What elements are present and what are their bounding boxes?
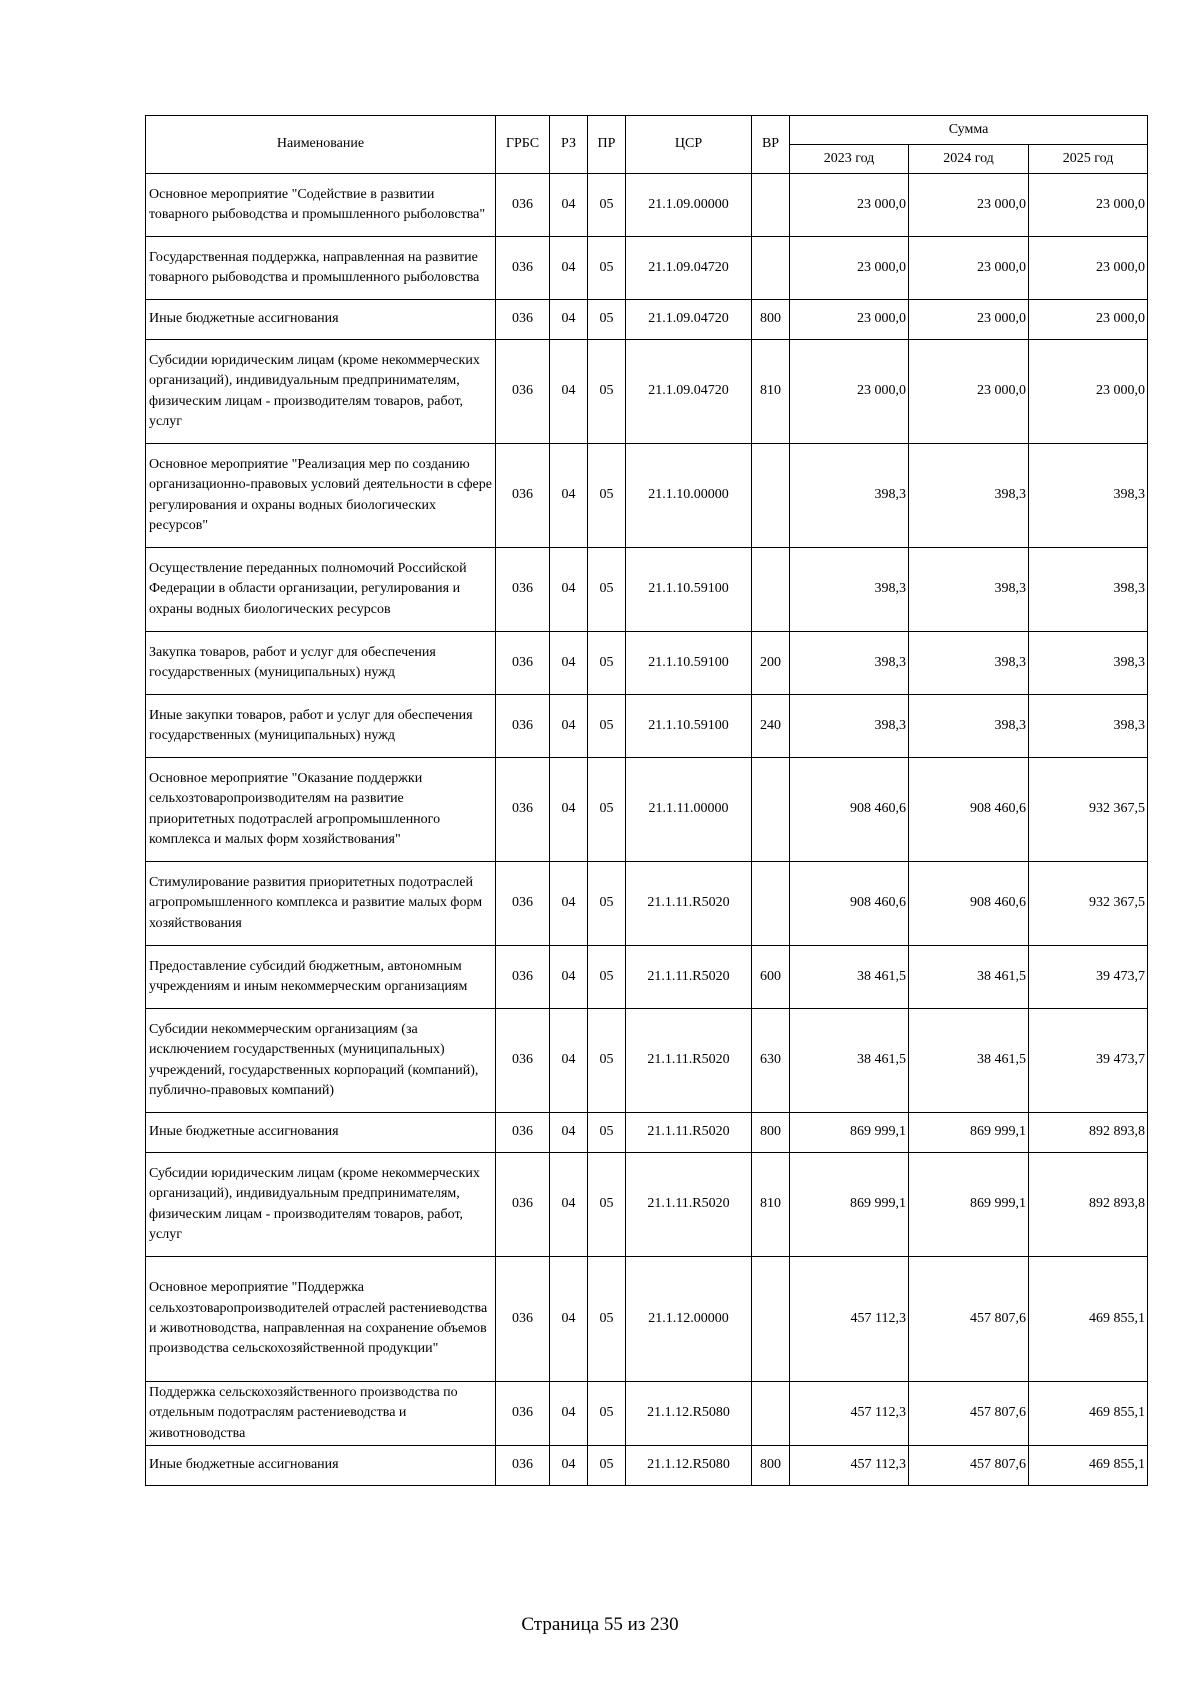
- row-grbs: 036: [496, 1445, 550, 1485]
- row-sum-2024: 23 000,0: [909, 340, 1029, 444]
- row-name: Субсидии юридическим лицам (кроме некоммерческих организаций), индивидуальным предпринимателям, физическим лицам - производителям товаров, работ, услуг: [146, 340, 496, 444]
- row-csr: 21.1.09.04720: [626, 237, 752, 300]
- row-grbs: 036: [496, 862, 550, 946]
- table-row: [146, 1445, 1148, 1485]
- row-rz: 04: [550, 632, 588, 695]
- row-pr: 05: [588, 1257, 626, 1382]
- row-sum-2025: 23 000,0: [1029, 340, 1148, 444]
- row-sum-2025: 39 473,7: [1029, 946, 1148, 1009]
- row-rz: 04: [550, 174, 588, 237]
- row-sum-2023: 869 999,1: [790, 1113, 909, 1153]
- row-grbs: 036: [496, 1257, 550, 1382]
- row-pr: 05: [588, 632, 626, 695]
- table-header: [146, 116, 1148, 174]
- header-year-2025: 2025 год: [1029, 145, 1148, 174]
- row-pr: 05: [588, 695, 626, 758]
- row-vr: 200: [752, 632, 790, 695]
- row-grbs: 036: [496, 695, 550, 758]
- row-name: Иные бюджетные ассигнования: [146, 1445, 496, 1485]
- row-name: Государственная поддержка, направленная на развитие товарного рыбоводства и промышленного рыболовства: [146, 237, 496, 300]
- row-sum-2024: 23 000,0: [909, 237, 1029, 300]
- row-pr: 05: [588, 1113, 626, 1153]
- row-sum-2025: 398,3: [1029, 444, 1148, 548]
- row-sum-2024: 457 807,6: [909, 1445, 1029, 1485]
- row-sum-2023: 23 000,0: [790, 237, 909, 300]
- row-csr: 21.1.11.R5020: [626, 1153, 752, 1257]
- row-sum-2025: 23 000,0: [1029, 174, 1148, 237]
- row-sum-2023: 38 461,5: [790, 1009, 909, 1113]
- row-vr: 800: [752, 1113, 790, 1153]
- row-rz: 04: [550, 1153, 588, 1257]
- table-row: [146, 1153, 1148, 1257]
- row-pr: 05: [588, 758, 626, 862]
- row-csr: 21.1.12.00000: [626, 1257, 752, 1382]
- row-sum-2024: 23 000,0: [909, 300, 1029, 340]
- row-rz: 04: [550, 300, 588, 340]
- row-sum-2025: 469 855,1: [1029, 1445, 1148, 1485]
- table-row: [146, 632, 1148, 695]
- row-grbs: 036: [496, 1382, 550, 1446]
- row-pr: 05: [588, 174, 626, 237]
- row-sum-2023: 23 000,0: [790, 174, 909, 237]
- header-rz: РЗ: [550, 116, 588, 174]
- row-pr: 05: [588, 444, 626, 548]
- row-sum-2024: 38 461,5: [909, 1009, 1029, 1113]
- row-vr: [752, 862, 790, 946]
- row-sum-2023: 398,3: [790, 632, 909, 695]
- table-row: [146, 444, 1148, 548]
- row-rz: 04: [550, 444, 588, 548]
- row-csr: 21.1.11.R5020: [626, 1113, 752, 1153]
- row-rz: 04: [550, 548, 588, 632]
- row-csr: 21.1.12.R5080: [626, 1382, 752, 1446]
- row-sum-2024: 869 999,1: [909, 1113, 1029, 1153]
- row-sum-2025: 23 000,0: [1029, 300, 1148, 340]
- row-grbs: 036: [496, 1153, 550, 1257]
- row-rz: 04: [550, 946, 588, 1009]
- row-name: Предоставление субсидий бюджетным, автономным учреждениям и иным некоммерческим организациям: [146, 946, 496, 1009]
- row-sum-2024: 457 807,6: [909, 1382, 1029, 1446]
- row-vr: [752, 444, 790, 548]
- row-name: Иные бюджетные ассигнования: [146, 1113, 496, 1153]
- header-pr: ПР: [588, 116, 626, 174]
- row-name: Субсидии некоммерческим организациям (за исключением государственных (муниципальных) учреждений, государственных корпораций (компаний), публично-правовых компаний): [146, 1009, 496, 1113]
- table-row: [146, 758, 1148, 862]
- row-rz: 04: [550, 758, 588, 862]
- row-vr: [752, 174, 790, 237]
- row-sum-2024: 398,3: [909, 632, 1029, 695]
- header-csr: ЦСР: [626, 116, 752, 174]
- row-rz: 04: [550, 695, 588, 758]
- table-row: [146, 695, 1148, 758]
- row-name: Основное мероприятие "Оказание поддержки сельхозтоваропроизводителям на развитие приоритетных подотраслей агропромышленного комплекса и малых форм хозяйствования": [146, 758, 496, 862]
- row-vr: [752, 548, 790, 632]
- row-sum-2025: 39 473,7: [1029, 1009, 1148, 1113]
- row-vr: 800: [752, 300, 790, 340]
- row-rz: 04: [550, 1113, 588, 1153]
- table-row: [146, 174, 1148, 237]
- table-body: [146, 174, 1148, 1486]
- row-csr: 21.1.09.04720: [626, 340, 752, 444]
- row-sum-2024: 869 999,1: [909, 1153, 1029, 1257]
- row-vr: [752, 1382, 790, 1446]
- row-sum-2023: 457 112,3: [790, 1445, 909, 1485]
- row-rz: 04: [550, 1445, 588, 1485]
- row-sum-2023: 398,3: [790, 695, 909, 758]
- row-sum-2023: 457 112,3: [790, 1382, 909, 1446]
- table-row: [146, 300, 1148, 340]
- row-csr: 21.1.11.R5020: [626, 862, 752, 946]
- header-name: Наименование: [146, 116, 496, 174]
- row-grbs: 036: [496, 444, 550, 548]
- row-pr: 05: [588, 548, 626, 632]
- row-name: Основное мероприятие "Содействие в развитии товарного рыбоводства и промышленного рыболовства": [146, 174, 496, 237]
- row-csr: 21.1.09.00000: [626, 174, 752, 237]
- row-grbs: 036: [496, 1009, 550, 1113]
- row-name: Стимулирование развития приоритетных подотраслей агропромышленного комплекса и развитие малых форм хозяйствования: [146, 862, 496, 946]
- row-vr: [752, 758, 790, 862]
- row-sum-2023: 457 112,3: [790, 1257, 909, 1382]
- row-pr: 05: [588, 300, 626, 340]
- row-sum-2025: 398,3: [1029, 632, 1148, 695]
- row-sum-2023: 38 461,5: [790, 946, 909, 1009]
- row-sum-2023: 908 460,6: [790, 758, 909, 862]
- row-grbs: 036: [496, 1113, 550, 1153]
- row-vr: 810: [752, 340, 790, 444]
- row-vr: [752, 237, 790, 300]
- row-sum-2024: 908 460,6: [909, 862, 1029, 946]
- row-rz: 04: [550, 862, 588, 946]
- row-csr: 21.1.11.00000: [626, 758, 752, 862]
- table-row: [146, 340, 1148, 444]
- row-sum-2024: 457 807,6: [909, 1257, 1029, 1382]
- row-name: Иные бюджетные ассигнования: [146, 300, 496, 340]
- row-sum-2023: 908 460,6: [790, 862, 909, 946]
- row-vr: 800: [752, 1445, 790, 1485]
- header-grbs: ГРБС: [496, 116, 550, 174]
- row-name: Основное мероприятие "Поддержка сельхозтоваропроизводителей отраслей растениеводства и животноводства, направленная на сохранение объемов производства сельскохозяйственной продукции": [146, 1257, 496, 1382]
- row-name: Закупка товаров, работ и услуг для обеспечения государственных (муниципальных) нужд: [146, 632, 496, 695]
- row-grbs: 036: [496, 237, 550, 300]
- table-row: [146, 1382, 1148, 1446]
- row-sum-2024: 908 460,6: [909, 758, 1029, 862]
- row-csr: 21.1.10.59100: [626, 695, 752, 758]
- table-row: [146, 1113, 1148, 1153]
- row-name: Субсидии юридическим лицам (кроме некоммерческих организаций), индивидуальным предпринимателям, физическим лицам - производителям товаров, работ, услуг: [146, 1153, 496, 1257]
- row-sum-2024: 398,3: [909, 548, 1029, 632]
- row-name: Осуществление переданных полномочий Российской Федерации в области организации, регулирования и охраны водных биологических ресурсов: [146, 548, 496, 632]
- row-sum-2025: 892 893,8: [1029, 1153, 1148, 1257]
- row-rz: 04: [550, 1009, 588, 1113]
- row-sum-2024: 398,3: [909, 444, 1029, 548]
- row-vr: 240: [752, 695, 790, 758]
- row-csr: 21.1.11.R5020: [626, 1009, 752, 1113]
- row-pr: 05: [588, 1382, 626, 1446]
- row-sum-2023: 23 000,0: [790, 300, 909, 340]
- row-sum-2025: 932 367,5: [1029, 862, 1148, 946]
- row-pr: 05: [588, 237, 626, 300]
- row-pr: 05: [588, 862, 626, 946]
- table-row: [146, 548, 1148, 632]
- header-year-2023: 2023 год: [790, 145, 909, 174]
- row-sum-2025: 469 855,1: [1029, 1257, 1148, 1382]
- row-sum-2024: 398,3: [909, 695, 1029, 758]
- row-name: Основное мероприятие "Реализация мер по созданию организационно-правовых условий деятельности в сфере регулирования и охраны водных биологических ресурсов": [146, 444, 496, 548]
- table-row: [146, 862, 1148, 946]
- row-name: Иные закупки товаров, работ и услуг для обеспечения государственных (муниципальных) нужд: [146, 695, 496, 758]
- row-pr: 05: [588, 1153, 626, 1257]
- header-year-2024: 2024 год: [909, 145, 1029, 174]
- row-csr: 21.1.10.59100: [626, 632, 752, 695]
- budget-table: [145, 115, 1148, 1486]
- table-row: [146, 237, 1148, 300]
- row-vr: 810: [752, 1153, 790, 1257]
- row-sum-2025: 892 893,8: [1029, 1113, 1148, 1153]
- row-rz: 04: [550, 1257, 588, 1382]
- row-vr: 630: [752, 1009, 790, 1113]
- row-grbs: 036: [496, 548, 550, 632]
- row-grbs: 036: [496, 174, 550, 237]
- row-rz: 04: [550, 340, 588, 444]
- row-vr: 600: [752, 946, 790, 1009]
- table-row: [146, 1257, 1148, 1382]
- row-name: Поддержка сельскохозяйственного производства по отдельным подотраслям растениеводства и животноводства: [146, 1382, 496, 1446]
- row-sum-2023: 23 000,0: [790, 340, 909, 444]
- row-pr: 05: [588, 1009, 626, 1113]
- row-grbs: 036: [496, 340, 550, 444]
- row-sum-2023: 398,3: [790, 444, 909, 548]
- table-row: [146, 946, 1148, 1009]
- row-sum-2025: 23 000,0: [1029, 237, 1148, 300]
- row-rz: 04: [550, 1382, 588, 1446]
- row-sum-2024: 23 000,0: [909, 174, 1029, 237]
- row-pr: 05: [588, 946, 626, 1009]
- row-rz: 04: [550, 237, 588, 300]
- row-pr: 05: [588, 1445, 626, 1485]
- row-sum-2025: 469 855,1: [1029, 1382, 1148, 1446]
- header-sum: Сумма: [790, 116, 1148, 145]
- row-pr: 05: [588, 340, 626, 444]
- table-row: [146, 1009, 1148, 1113]
- row-grbs: 036: [496, 758, 550, 862]
- row-grbs: 036: [496, 300, 550, 340]
- row-sum-2023: 869 999,1: [790, 1153, 909, 1257]
- page-number: Страница 55 из 230: [521, 1614, 679, 1635]
- row-grbs: 036: [496, 632, 550, 695]
- row-grbs: 036: [496, 946, 550, 1009]
- row-sum-2023: 398,3: [790, 548, 909, 632]
- row-csr: 21.1.09.04720: [626, 300, 752, 340]
- row-sum-2025: 398,3: [1029, 548, 1148, 632]
- row-csr: 21.1.10.59100: [626, 548, 752, 632]
- row-sum-2025: 398,3: [1029, 695, 1148, 758]
- row-csr: 21.1.10.00000: [626, 444, 752, 548]
- row-csr: 21.1.12.R5080: [626, 1445, 752, 1485]
- row-csr: 21.1.11.R5020: [626, 946, 752, 1009]
- row-sum-2024: 38 461,5: [909, 946, 1029, 1009]
- row-sum-2025: 932 367,5: [1029, 758, 1148, 862]
- row-vr: [752, 1257, 790, 1382]
- header-vr: ВР: [752, 116, 790, 174]
